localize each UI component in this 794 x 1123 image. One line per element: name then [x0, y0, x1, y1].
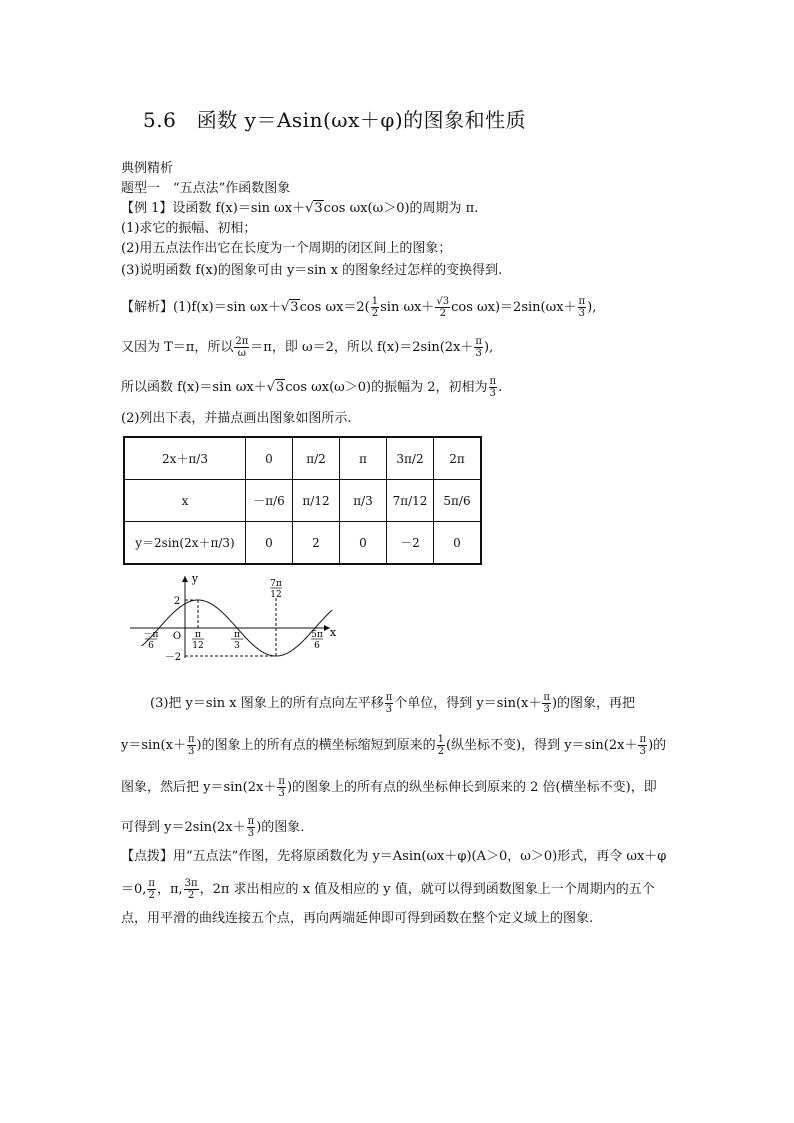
- fraction-pi-over-3: $\frac{\pi}{3}$: [578, 296, 586, 319]
- table-row: [124, 480, 481, 522]
- fraction-pi-over-3: $\frac{\pi}{3}$: [187, 734, 195, 757]
- fraction-pi-over-3: $\frac{\pi}{3}$: [639, 734, 647, 757]
- solution-line-1: 【解析】(1)f(x)＝sin ωx＋√3cos ωx＝2( $\frac{1}{2}$ sin ωx＋ $\frac{√3}{2}$ cos ωx)＝2sin(ωx＋ $\frac{\pi}{3}$ ),: [121, 296, 597, 319]
- table-cell: 0: [340, 522, 387, 565]
- table-cell: 2π: [434, 437, 482, 480]
- fraction-half: $\frac{1}{2}$: [371, 296, 379, 319]
- question-2: (2)用五点法作出它在长度为一个周期的闭区间上的图象；: [121, 241, 452, 256]
- x-tick-pi12-den: 12: [192, 641, 204, 651]
- five-point-table: [123, 436, 482, 565]
- part3-line-2: y＝sin(x＋ $\frac{\pi}{3}$ )的图象上的所有点的横坐标缩短到原来的 $\frac{1}{2}$ (纵坐标不变)，得到 y＝sin(2x＋ $\frac{\pi}{3}$ )的: [121, 734, 667, 757]
- x-axis-label: x: [329, 626, 337, 639]
- x-tick-5pi6-num: 5π: [311, 630, 323, 640]
- x-tick-neg-pi6-den: 6: [148, 641, 154, 651]
- table-row: [124, 522, 481, 565]
- table-cell: π/12: [293, 480, 340, 522]
- question-1: (1)求它的振幅、初相；: [121, 221, 257, 236]
- table-cell: 2: [293, 522, 340, 565]
- table-cell: 5π/6: [434, 480, 482, 522]
- table-row-header: y＝2sin(2x＋π/3): [124, 522, 246, 565]
- table-cell: 0: [246, 522, 293, 565]
- example-1-statement: 【例 1】设函数 f(x)＝sin ωx＋√3cos ωx(ω＞0)的周期为 π.: [121, 201, 479, 216]
- fraction-pi-over-3: $\frac{\pi}{3}$: [247, 816, 255, 839]
- fraction-pi-over-2: $\frac{\pi}{2}$: [148, 878, 155, 901]
- table-cell: 0: [246, 437, 293, 480]
- fraction-2pi-over-omega: $\frac{2\pi}{\omega}$: [235, 336, 249, 359]
- table-cell: π: [340, 437, 387, 480]
- y-axis-arrow: [182, 576, 188, 582]
- sine-graph: [125, 570, 340, 665]
- y-axis-label: y: [191, 572, 199, 585]
- x-tick-pi3-num: π: [234, 630, 240, 640]
- x-tick-7pi12-den: 12: [270, 590, 282, 600]
- table-cell: π/2: [293, 437, 340, 480]
- fraction-pi-over-3: $\frac{\pi}{3}$: [385, 692, 393, 715]
- x-tick-pi3-den: 3: [234, 641, 240, 651]
- table-cell: 7π/12: [387, 480, 434, 522]
- tip-label: 【点拨】: [121, 849, 174, 864]
- example-label: 【例 1】: [121, 201, 173, 216]
- fraction-pi-over-3: $\frac{\pi}{3}$: [489, 376, 497, 399]
- x-tick-neg-pi6-num: －π: [143, 630, 159, 640]
- part3-line-1: (3)把 y＝sin x 图象上的所有点向左平移 $\frac{\pi}{3}$ 个单位，得到 y＝sin(x＋ $\frac{\pi}{3}$ )的图象，再把: [150, 692, 636, 715]
- tip-line-2: ＝0, $\frac{\pi}{2}$ ，π, $\frac{3\pi}{2}$ ，2π 求出相应的 x 值及相应的 y 值，就可以得到函数图象上一个周期内的五个: [121, 878, 655, 901]
- tip-line-3: 点，用平滑的曲线连接五个点，再向两端延伸即可得到函数在整个定义域上的图象.: [121, 911, 594, 926]
- solution-line-4: (2)列出下表，并描点画出图象如图所示.: [121, 411, 352, 426]
- question-3: (3)说明函数 f(x)的图象可由 y＝sin x 的图象经过怎样的变换得到.: [121, 263, 503, 278]
- page-title: 5.6 函数 y＝Asin(ωx＋φ)的图象和性质: [143, 108, 527, 132]
- fraction-pi-over-3: $\frac{\pi}{3}$: [543, 692, 550, 715]
- origin-label: O: [172, 631, 182, 642]
- x-tick-pi12-num: π: [195, 630, 201, 640]
- table-cell: －2: [387, 522, 434, 565]
- fraction-half: $\frac{1}{2}$: [437, 734, 444, 757]
- y-tick-2: 2: [173, 596, 181, 607]
- part3-line-4: 可得到 y＝2sin(2x＋ $\frac{\pi}{3}$ )的图象.: [121, 816, 305, 839]
- section-heading: 典例精析: [121, 161, 174, 176]
- table-cell: －π/6: [246, 480, 293, 522]
- table-cell: 3π/2: [387, 437, 434, 480]
- x-tick-7pi12-num: 7π: [270, 579, 282, 589]
- fraction-3pi-over-2: $\frac{3\pi}{2}$: [184, 878, 198, 901]
- y-tick-neg2: －2: [164, 652, 182, 663]
- table-cell: π/3: [340, 480, 387, 522]
- type-heading: 题型一 “五点法”作函数图象: [121, 181, 291, 196]
- tip-line-1: 【点拨】用“五点法”作图，先将原函数化为 y＝Asin(ωx＋φ)(A＞0，ω＞0)形式，再令 ωx＋φ: [121, 849, 667, 864]
- part3-line-3: 图象，然后把 y＝sin(2x＋ $\frac{\pi}{3}$ )的图象上的所有点的纵坐标伸长到原来的 2 倍(横坐标不变)，即: [121, 776, 657, 799]
- table-row: [124, 437, 481, 480]
- solution-label: 【解析】: [121, 300, 174, 315]
- table-row-header: x: [124, 480, 246, 522]
- fraction-sqrt3-over-2: $\frac{√3}{2}$: [436, 296, 450, 319]
- table-row-header: 2x＋π/3: [124, 437, 246, 480]
- x-tick-5pi6-den: 6: [314, 641, 320, 651]
- fraction-pi-over-3: $\frac{\pi}{3}$: [475, 336, 482, 359]
- fraction-pi-over-3: $\frac{\pi}{3}$: [278, 776, 285, 799]
- solution-line-2: 又因为 T＝π，所以 $\frac{2\pi}{\omega}$ ＝π，即 ω＝2，所以 f(x)＝2sin(2x＋ $\frac{\pi}{3}$ ),: [121, 336, 494, 359]
- table-cell: 0: [434, 522, 482, 565]
- solution-line-3: 所以函数 f(x)＝sin ωx＋√3cos ωx(ω＞0)的振幅为 2，初相为 $\frac{\pi}{3}$ .: [121, 376, 503, 399]
